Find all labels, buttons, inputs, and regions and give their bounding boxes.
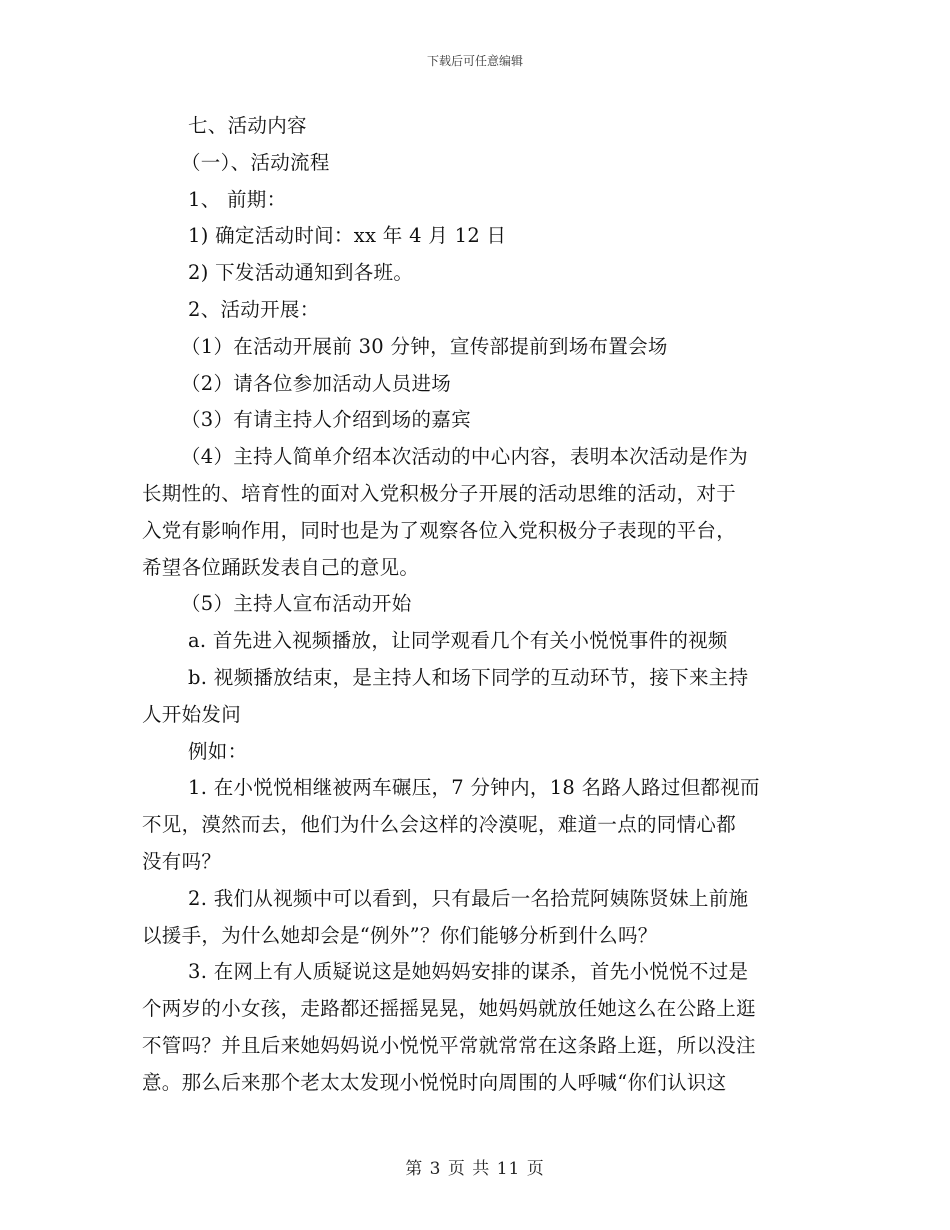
question-3-line-4: 意。那么后来那个老太太发现小悦悦时向周围的人呼喊“你们认识这 [142, 1070, 727, 1094]
step-4-line-1: （4）主持人简单介绍本次活动的中心内容，表明本次活动是作为 [181, 445, 749, 469]
step-2: （2）请各位参加活动人员进场 [181, 371, 452, 395]
page-header-note: 下载后可任意编辑 [426, 54, 523, 68]
sub-title: （一）、活动流程 [181, 150, 330, 174]
question-2-line-1: 2. 我们从视频中可以看到，只有最后一名拾荒阿姨陈贤妹上前施 [188, 886, 749, 910]
step-3: （3）有请主持人介绍到场的嘉宾 [181, 408, 471, 432]
question-2-line-2: 以援手，为什么她却会是“例外”？你们能够分析到什么吗？ [142, 923, 658, 947]
example-label: 例如： [188, 739, 248, 763]
step-b-line-2: 人开始发问 [142, 702, 242, 726]
page-number: 第 3 页 共 11 页 [405, 1159, 545, 1179]
step-a: a. 首先进入视频播放，让同学观看几个有关小悦悦事件的视频 [188, 629, 728, 653]
step-4-line-2: 长期性的、培育性的面对入党积极分子开展的活动思维的活动，对于 [142, 481, 737, 505]
item-1-1: 1) 确定活动时间：xx 年 4 月 12 日 [188, 224, 507, 248]
step-4-line-3: 入党有影响作用，同时也是为了观察各位入党积极分子表现的平台， [142, 518, 737, 542]
question-1-line-1: 1. 在小悦悦相继被两车碾压，7 分钟内，18 名路人路过但都视而 [188, 776, 760, 800]
section-title: 七、活动内容 [188, 114, 307, 137]
question-1-line-3: 没有吗？ [142, 849, 222, 873]
question-3-line-1: 3. 在网上有人质疑说这是她妈妈安排的谋杀，首先小悦悦不过是 [188, 960, 749, 984]
item-2-heading: 2、活动开展： [188, 297, 320, 321]
step-1: （1）在活动开展前 30 分钟，宣传部提前到场布置会场 [181, 334, 668, 358]
item-1-2: 2) 下发活动通知到各班。 [188, 261, 414, 285]
step-4-line-4: 希望各位踊跃发表自己的意见。 [142, 555, 420, 579]
step-b-line-1: b. 视频播放结束，是主持人和场下同学的互动环节，接下来主持 [188, 665, 749, 689]
question-3-line-2: 个两岁的小女孩，走路都还摇摇晃晃，她妈妈就放任她这么在公路上逛 [142, 997, 756, 1021]
item-1-heading: 1、 前期： [188, 187, 287, 211]
question-3-line-3: 不管吗？并且后来她妈妈说小悦悦平常就常常在这条路上逛，所以没注 [142, 1033, 756, 1057]
step-5: （5）主持人宣布活动开始 [181, 592, 412, 616]
document-body [142, 108, 810, 1102]
question-1-line-2: 不见，漠然而去，他们为什么会这样的冷漠呢，难道一点的同情心都 [142, 813, 737, 837]
